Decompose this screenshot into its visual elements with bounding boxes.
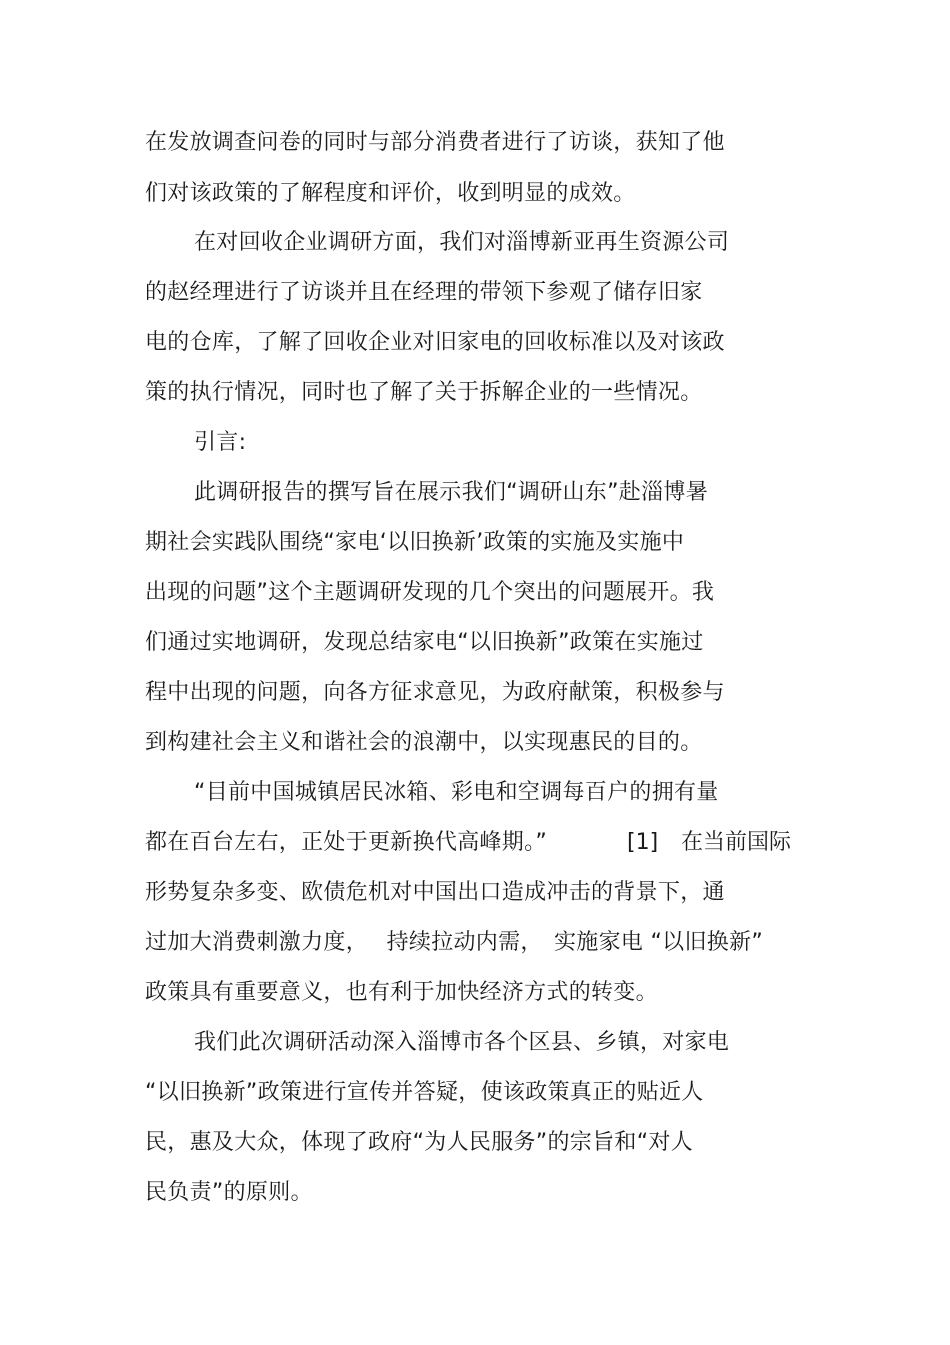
section-heading: 引言:	[194, 430, 247, 455]
text-line: 出现的问题”这个主题调研发现的几个突出的问题展开。我	[145, 580, 715, 605]
paragraph-first-line: 在对回收企业调研方面，我们对淄博新亚再生资源公司	[194, 230, 730, 255]
text-line: 在发放调查问卷的同时与部分消费者进行了访谈，获知了他	[145, 130, 725, 155]
text-line: 到构建社会主义和谐社会的浪潮中，以实现惠民的目的。	[145, 730, 703, 755]
text-line: 电的仓库，了解了回收企业对旧家电的回收标准以及对该政	[145, 330, 725, 355]
paragraph-first-line: 此调研报告的撰写旨在展示我们“调研山东”赴淄博暑	[194, 480, 708, 505]
text-line: 都在百台左右，正处于更新换代高峰期。”	[145, 830, 548, 855]
text-line: 们对该政策的了解程度和评价，收到明显的成效。	[145, 181, 636, 206]
text-line: 过加大消费刺激力度， 持续拉动内需， 实施家电 “以旧换新”	[145, 930, 764, 955]
text-line: 形势复杂多变、欧债危机对中国出口造成冲击的背景下，通	[145, 880, 725, 905]
text-line: 期社会实践队围绕“家电‘以旧换新’政策的实施及实施中	[145, 530, 685, 555]
text-line: “以旧换新”政策进行宣传并答疑，使该政策真正的贴近人	[145, 1080, 704, 1105]
text-line: 的赵经理进行了访谈并且在经理的带领下参观了储存旧家	[145, 280, 703, 305]
citation-marker: [1]	[627, 830, 659, 855]
text-line-tail: 在当前国际	[681, 830, 792, 855]
text-line: 民负责”的原则。	[145, 1180, 313, 1205]
text-line: 程中出现的问题，向各方征求意见，为政府献策，积极参与	[145, 680, 725, 705]
paragraph-first-line: “目前中国城镇居民冰箱、彩电和空调每百户的拥有量	[194, 780, 719, 805]
text-line: 政策具有重要意义，也有利于加快经济方式的转变。	[145, 980, 658, 1005]
text-line: 策的执行情况，同时也了解了关于拆解企业的一些情况。	[145, 380, 703, 405]
text-line: 民，惠及大众，体现了政府“为人民服务”的宗旨和“对人	[145, 1130, 693, 1155]
text-line: 们通过实地调研，发现总结家电“以旧换新”政策在实施过	[145, 630, 704, 655]
paragraph-first-line: 我们此次调研活动深入淄博市各个区县、乡镇，对家电	[194, 1030, 730, 1055]
